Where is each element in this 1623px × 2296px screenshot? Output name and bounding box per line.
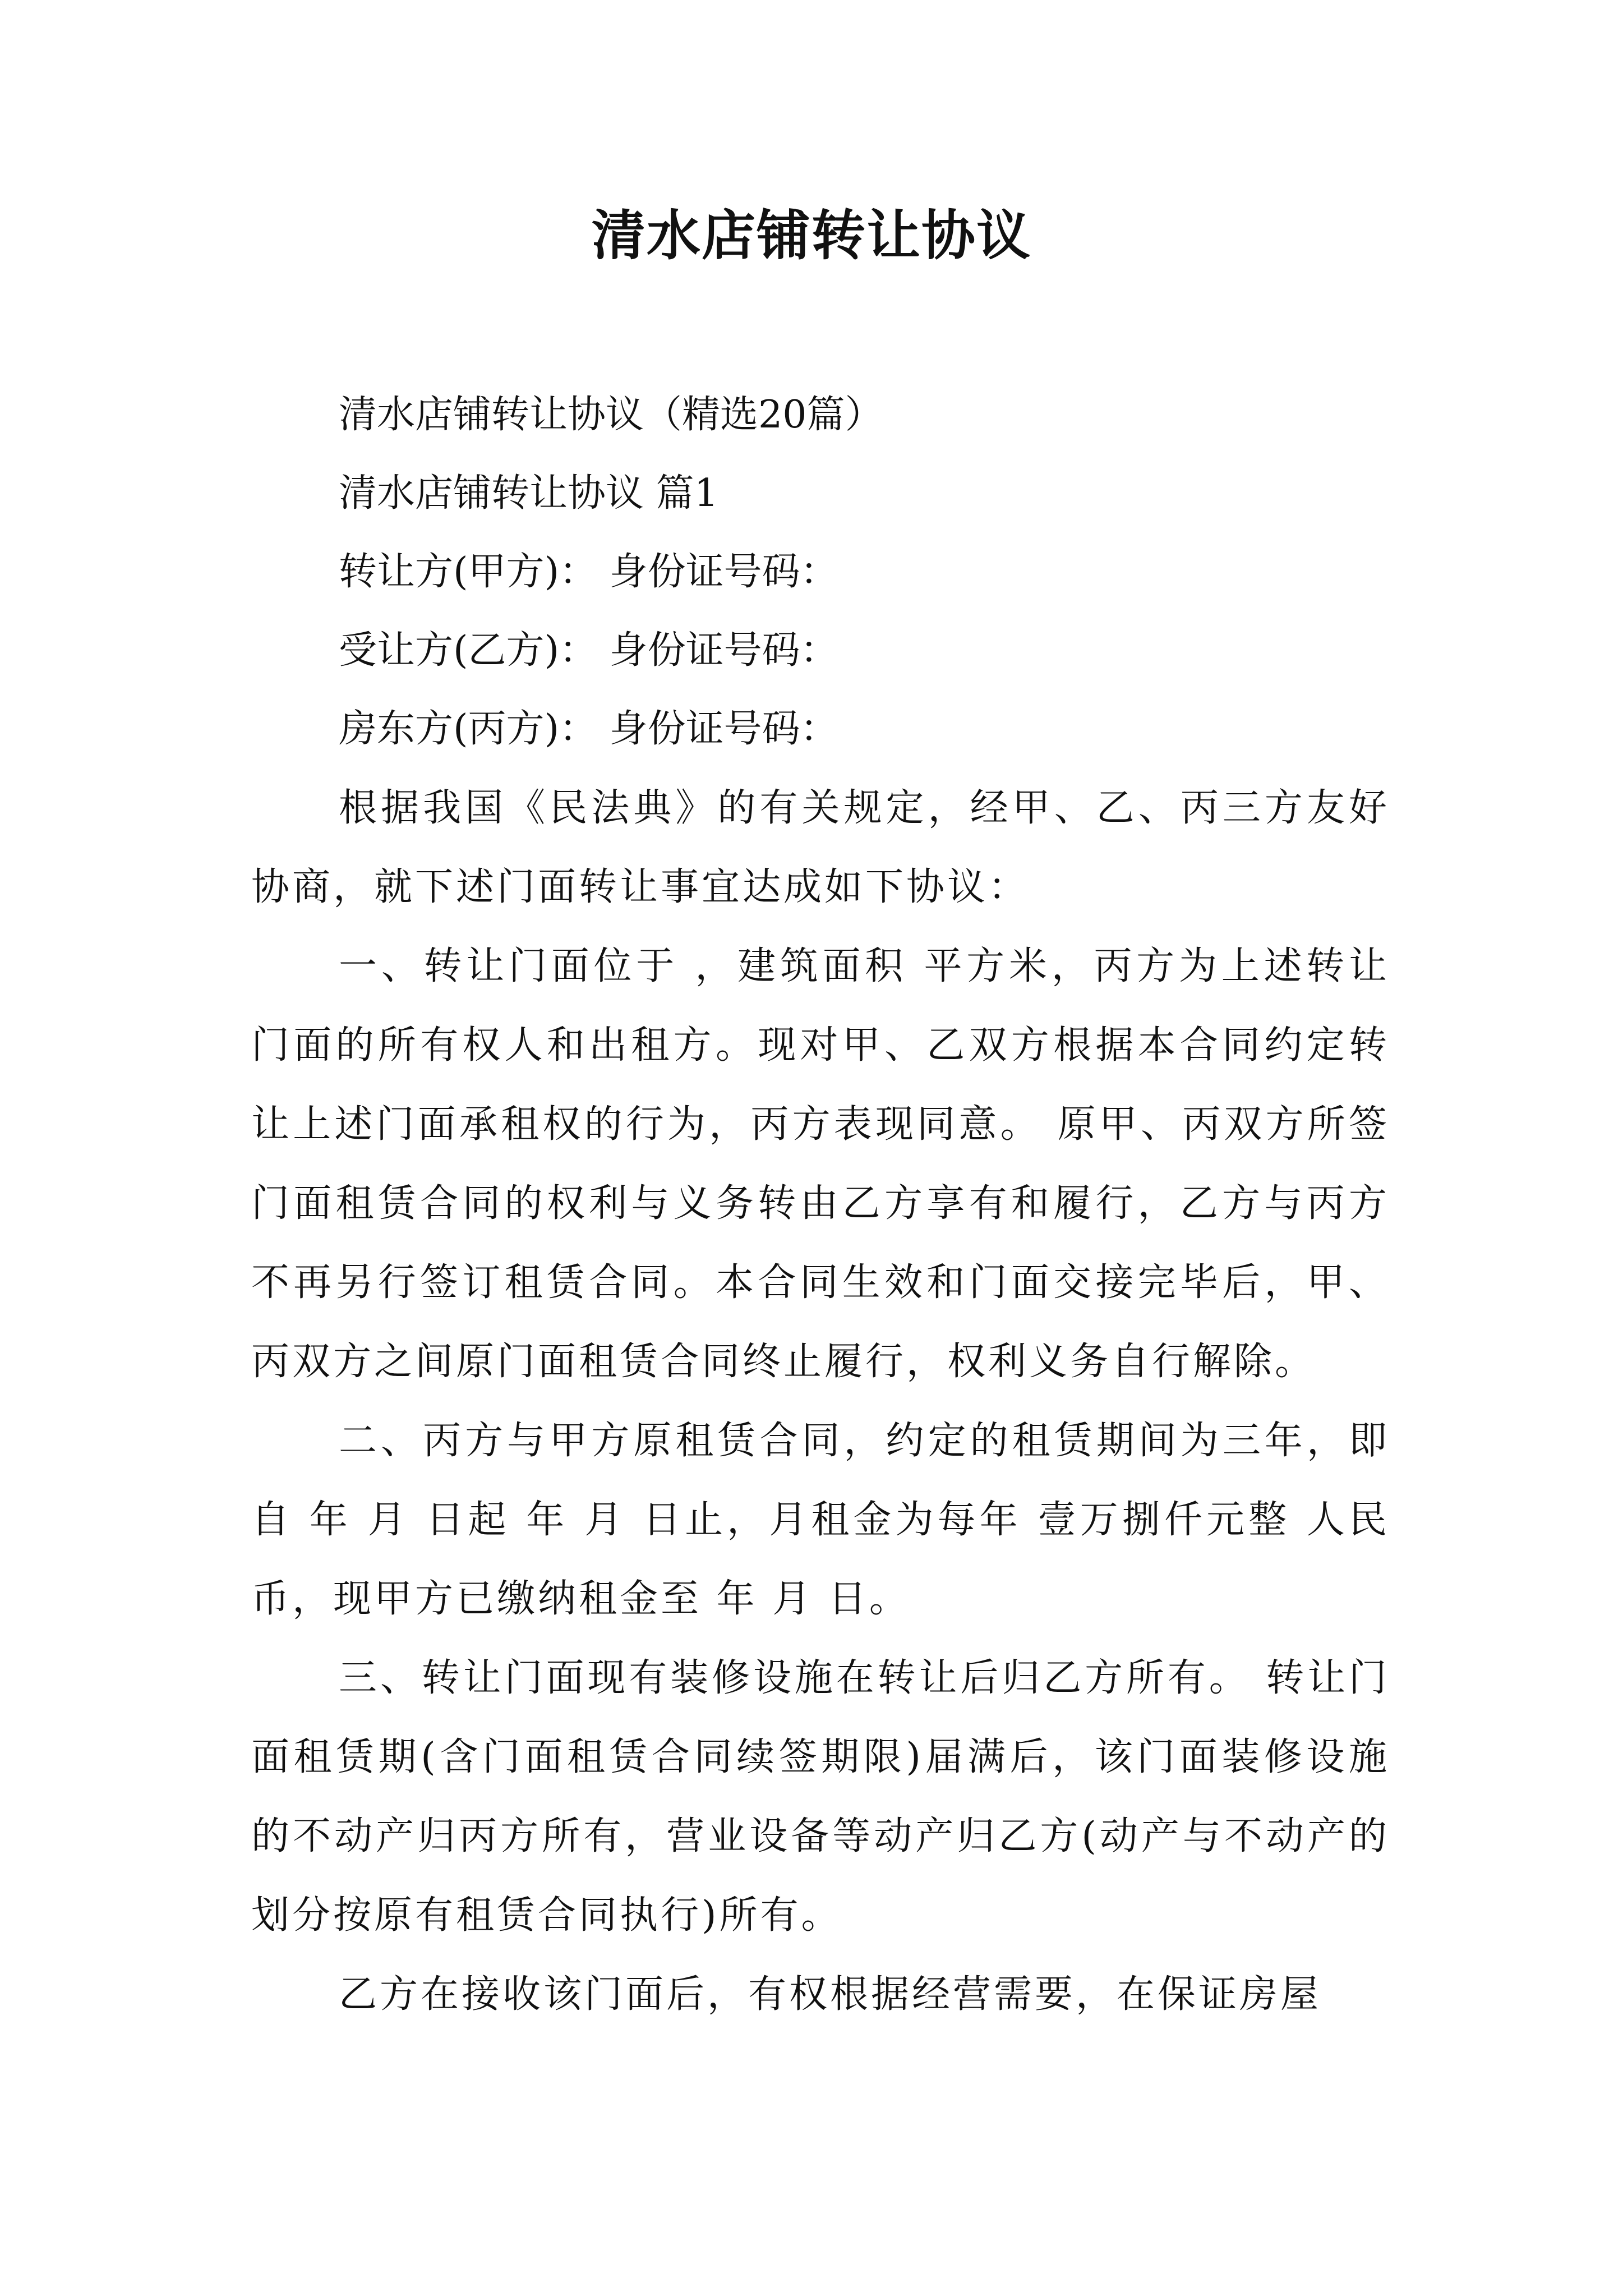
paragraph-clause-1: 一、转让门面位于 ，建筑面积 平方米，丙方为上述转让门面的所有权人和出租方。现对甲、乙双方根据本合同约定转让上述门面承租权的行为，丙方表现同意。 原甲、丙双方所签门面租赁合同的权利与义务转由乙方享有和履行，乙方与丙方不再另行签订租赁合同。本合同生效和门面交接完毕后，甲、丙双方之间原门面租赁合同终止履行，权利义务自行解除。 [251, 944, 1390, 1384]
document-title: 清水店铺转让协议 [592, 204, 1031, 267]
paragraph-preamble: 根据我国《民法典》的有关规定，经甲、乙、丙三方友好协商，就下述门面转让事宜达成如下协议： [251, 786, 1390, 909]
party-landlord: 房东方(丙方)： 身份证号码： [339, 707, 838, 751]
paragraph-continuation: 乙方在接收该门面后，有权根据经营需要，在保证房屋 [339, 1972, 1322, 2017]
document-subtitle: 清水店铺转让协议（精选20篇） [339, 393, 883, 437]
party-transferee: 受让方(乙方)： 身份证号码： [339, 628, 838, 673]
section-heading: 清水店铺转让协议 篇1 [339, 471, 718, 516]
paragraph-clause-2: 二、丙方与甲方原租赁合同，约定的租赁期间为三年，即自 年 月 日起 年 月 日止，月租金为每年 壹万捌仟元整 人民币，现甲方已缴纳租金至 年 月 日。 [251, 1419, 1390, 1621]
paragraph-clause-3: 三、转让门面现有装修设施在转让后归乙方所有。 转让门面租赁期(含门面租赁合同续签期限)届满后，该门面装修设施的不动产归丙方所有，营业设备等动产归乙方(动产与不动产的划分按原有租赁合同执行)所有。 [251, 1656, 1390, 1938]
document-body [251, 376, 1390, 2034]
party-transferor: 转让方(甲方)： 身份证号码： [339, 550, 838, 594]
